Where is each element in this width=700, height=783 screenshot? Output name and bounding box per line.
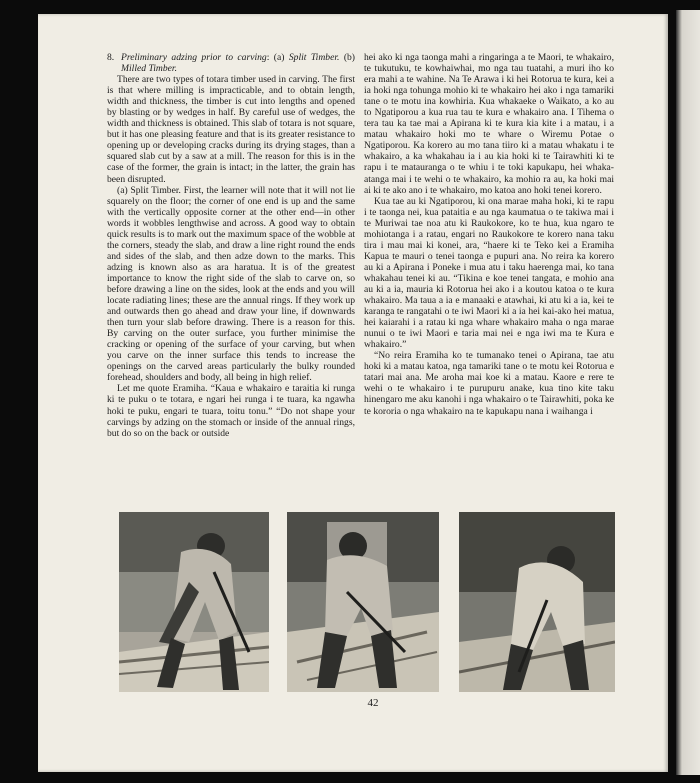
photo-adzing-center-image [287,512,439,692]
section-number: 8. [107,52,115,63]
section-heading [107,52,355,74]
paragraph: hei ako ki nga taonga mahi a ringaringa a te Maori, te whakairo, te tukutuku, te kowhaiwhai, mo nga tau tuatahi, a muri iho ko era mahi a te wahine. Na Te Arawa i ki hei Rotorua te kura, kei a ia hoki nga tohunga mohio ki te whakairo hei ako i nga tamariki tane o te motu ina kowhiria. Kua whakaeke o Waikato, a ko au to Ngatiporou a kua rua tau te kura e whakairo ana. I Tihema o tera tau ka tae mai a Apirana ki te kura kia kite i a matau, i a matau whakairo hoki mo te whare o Wiremu Potae o Ngatiporou. Ka korero au mo tana tiiro ki a matau whakatu i te whakairo, a ka whakahau ia i au kia hoki ki te Tairawhiti ki te rapu i te matauranga o te whiu i te toki kapukapu, hei whaka-atanga mai i te wehi o te whakairo, ka mohio ra au, ka hoki mai ai ki te ako ano i te whakairo, mo katoa ano hoki tenei korero. [364,52,614,196]
left-text-column [107,52,355,439]
section-title-rest: : (a) [266,52,289,63]
paragraph: Kua tae au ki Ngatiporou, ki ona marae maha hoki, ki te rapu i te taonga nei, kua pataitia e au nga kaumatua o te takiwa mai i te Muriwai tae noa atu ki Raukokore, ko te hua, kua ngaro te mohiotanga i a ratau, engari no Raukokore te korero nana taku tira i mau mai ki konei, ara, “haere ki te Teko kei a Eramiha Kapua te mauri o tenei taonga e pupuri ana. No reira ka korero au ki a Apirana i Poneke i mua atu i taku haerenga mai, ko tana whakahau tenei ki au. “Tikina e koe tenei tangata, e mohio ana au ki a ia, mauria ki Rotorua hei ako i a koutou katoa o te kura whakairo. Ma taua a ia e manaaki e atawhai, ki atu ki a ia, kei te karanga te rangatahi o te iwi Maori ki a ia hei kai-ako hei matua, hei kaiarahi i a ratau ki nga whare whakairo maha o nga marae nunui o te iwi Maori e taria mai nei e nga iwi ma te Kura e whakairo.” [364,195,614,351]
adjacent-page-edge [676,10,700,775]
section-split-timber: Split Timber. [288,52,340,63]
section-title-b: (b) [339,52,356,63]
photo-adzing-right-image [459,512,615,692]
paragraph: Let me quote Eramiha. “Kaua e whakairo e taraitia ki runga ki te puku o te totara, e ngari hei runga i te tuara, ka ngawha hoki te puku, engari te tuara, toitu tonu.” “Do not shape your carvings by adzing on the stomach or inside of the annual rings, but do so on the back or outside [107,383,355,439]
page-number: 42 [367,697,379,709]
photo-adzing-center [287,512,439,692]
photo-adzing-left [119,512,269,692]
section-milled-timber: Milled Timber. [121,63,177,75]
paragraph: “No reira Eramiha ko te tumanako tenei o Apirana, tae atu hoki ki a matau katoa, nga tamariki tane o te motu kei Rotorua e tatari mai ana. Me aroha mai koe ki a matau. Kaore e rere te wehi o te whakairo i te purupuru anake, kua tino kite taku hinengaro me aku kanohi i nga whakairo o te Tairawhiti, poka ke te kororia o nga whakairo na te kapukapu nana i waihanga i [364,350,614,417]
photo-strip [119,512,615,692]
photo-adzing-right [459,512,615,692]
paragraph: (a) Split Timber. First, the learner will note that it will not lie squarely on the floor; the corner of one end is up and the same with the vertically opposite corner at the other end—in other words it wobbles lengthwise and across. A good way to obtain quick results is to mark out the maximum space of the wobble at the corners, steady the slab, and draw a line right round the ends and sides of the slab, and then adze down to the marks. This adzing is known also as ara haratua. It is of the greatest importance to know the right side of the slab to carve on, so before drawing a line on the sides, look at the ends and you will locate radiating lines; these are the annual rings. If they work up and outwards then go ahead and draw your line, if downwards then turn your slab before drawing. There is a reason for this. By carving on the outer surface, you further minimise the cracking or opening of the surface of your carving, but when you carve on the inner surface this tends to increase the openings on the carved areas particularly the bulky rounded forehead, shoulders and body, all being in high relief. [107,184,355,384]
photo-adzing-left-image [119,512,269,692]
section-title: Preliminary adzing prior to carving [121,52,267,63]
paragraph: There are two types of totara timber used in carving. The first is that where milling is impracticable, and to obtain length, width and thickness, the timber is cut into lengths and opened by blasting or by wedges in half. By careful use of wedges, the width and thickness is obtained. This slab of totara is not square, but it has one pleasing feature and that is its greater resistance to opening up or developing cracks during its drying stages, than a squared slab cut by a saw at a mill. The reason for this is in the case of the former, the grain is intact; in the latter, the grain has been disrupted. [107,74,355,185]
right-text-column [364,52,614,417]
